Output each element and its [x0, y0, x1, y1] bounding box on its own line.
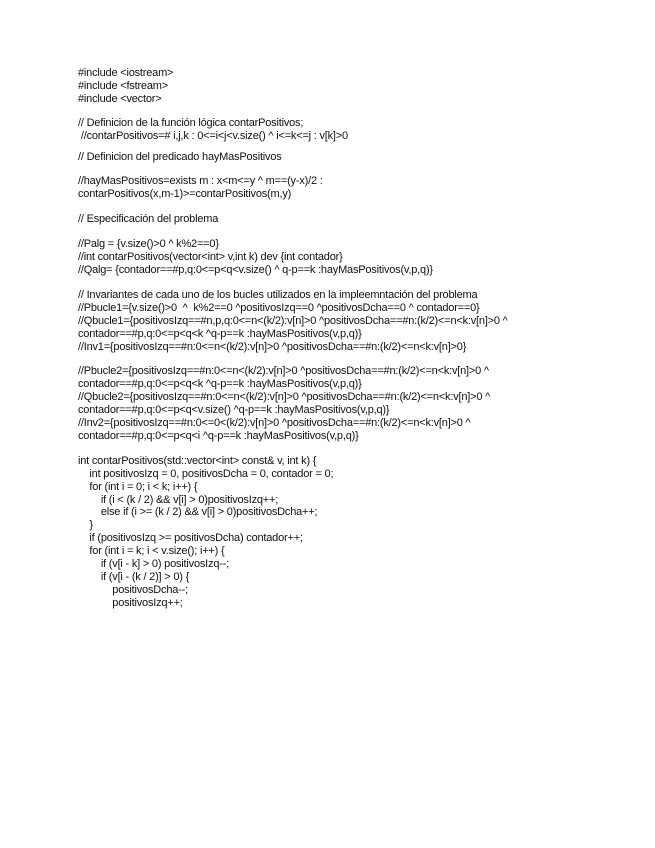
code-line: // Definicion del predicado hayMasPositivos [78, 150, 282, 163]
code-line: //Qalg= {contador==#p,q:0<=p<q<v.size() ^ q-p==k :hayMasPositivos(v,p,q)} [78, 263, 433, 276]
code-line: else if (i >= (k / 2) && v[i] > 0)positivosDcha++; [78, 506, 318, 519]
code-line: contador==#p,q:0<=p<q<k ^q-p==k :hayMasPositivos(v,p,q)} [78, 327, 362, 340]
code-line: //Inv2={positivosIzq==#n:0<=0<(k/2):v[n]>0 ^positivosDcha==#n:(k/2)<=n<k:v[n]>0 ^ [78, 417, 471, 430]
code-line: //int contarPositivos(vector<int> v,int k) dev {int contador} [78, 251, 343, 264]
code-line: // Definicion de la función lógica contarPositivos; [78, 116, 304, 129]
code-line: //contarPositivos=# i,j,k : 0<=i<j<v.size() ^ i<=k<=j : v[k]>0 [78, 129, 348, 142]
document-page [78, 67, 638, 610]
haymaspositivos-definition-block [78, 175, 638, 201]
code-line: //hayMasPositivos=exists m : x<m<=y ^ m==(y-x)/2 : [78, 175, 323, 188]
specification-heading-block [78, 213, 638, 226]
code-line: #include <iostream> [78, 67, 174, 79]
code-line: if (v[i - (k / 2)] > 0) { [78, 571, 190, 583]
code-line: if (positivosIzq >= positivosDcha) contador++; [78, 532, 303, 545]
loop2-invariants-block [78, 365, 638, 442]
code-line: for (int i = k; i < v.size(); i++) { [78, 545, 225, 558]
loop1-invariants-block [78, 289, 638, 354]
code-line: if (i < (k / 2) && v[i] > 0)positivosIzq++; [78, 493, 279, 506]
code-line: // Especificación del problema [78, 213, 219, 226]
code-line: contarPositivos(x,m-1)>=contarPositivos(m,y) [78, 188, 292, 201]
code-line: } [78, 519, 93, 532]
code-line: // Invariantes de cada uno de los bucles utilizados en la impleemntación del problema [78, 288, 478, 301]
code-line: contador==#p,q:0<=p<q<i ^q-p==k :hayMasPositivos(v,p,q)} [78, 429, 359, 442]
code-line: //Pbucle2={positivosIzq==#n:0<=n<(k/2):v[n]>0 ^positivosDcha==#n:(k/2)<=n<k:v[n]>0 ^ [78, 365, 489, 378]
code-line: //Palg = {v.size()>0 ^ k%2==0} [78, 238, 219, 251]
code-line: //Pbucle1={v.size()>0 ^ k%2==0 ^positivosIzq==0 ^positivosDcha==0 ^ contador==0} [78, 301, 480, 314]
code-line: contador==#p,q:0<=p<q<k ^q-p==k :hayMasPositivos(v,p,q)} [78, 378, 362, 391]
code-line: //Inv1={positivosIzq==#n:0<=n<(k/2):v[n]>0 ^positivosDcha==#n:(k/2)<=n<k:v[n]>0} [78, 340, 467, 353]
code-line: positivosIzq++; [78, 596, 183, 609]
code-line: for (int i = 0; i < k; i++) { [78, 480, 198, 493]
haymaspositivos-heading-block [78, 151, 638, 164]
code-line: #include <fstream> [78, 79, 168, 92]
code-line: #include <vector> [78, 92, 162, 105]
code-line: int contarPositivos(std::vector<int> const& v, int k) { [78, 454, 317, 467]
function-code-block [78, 455, 638, 610]
code-line: //Qbucle2={positivosIzq==#n:0<=n<(k/2):v[n]>0 ^positivosDcha==#n:(k/2)<=n<k:v[n]>0 ^ [78, 391, 491, 404]
code-line: int positivosIzq = 0, positivosDcha = 0, contador = 0; [78, 467, 334, 480]
code-line: if (v[i - k] > 0) positivosIzq--; [78, 558, 230, 571]
code-line: contador==#p,q:0<=p<q<v.size() ^q-p==k :hayMasPositivos(v,p,q)} [78, 404, 390, 417]
code-line: //Qbucle1={positivosIzq==#n,p,q:0<=n<(k/2):v[n]>0 ^positivosDcha==#n:(k/2)<=n<k:v[n]>0 ^ [78, 314, 508, 327]
specification-block [78, 238, 638, 277]
code-line: positivosDcha--; [78, 583, 188, 596]
includes-block [78, 67, 638, 106]
contarpositivos-definition-block [78, 117, 638, 143]
